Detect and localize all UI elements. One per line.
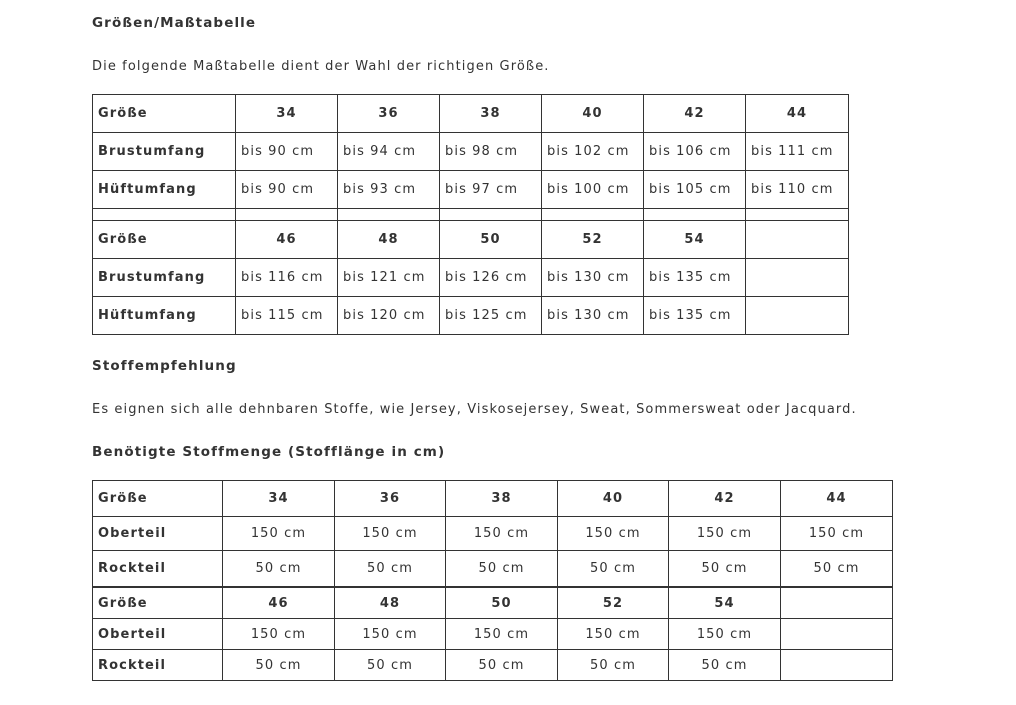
hip-value-cell: bis 90 cm	[236, 171, 338, 209]
size-cell: 46	[236, 221, 338, 259]
hip-value-cell: bis 125 cm	[440, 297, 542, 335]
size-cell: 38	[440, 95, 542, 133]
size-cell: 44	[781, 481, 893, 517]
hip-value-cell: bis 120 cm	[338, 297, 440, 335]
spacer-cell	[338, 209, 440, 221]
spacer-cell	[644, 209, 746, 221]
fabric-amount-title: Benötigte Stoffmenge (Stofflänge in cm)	[92, 444, 446, 460]
bust-value-cell: bis 98 cm	[440, 133, 542, 171]
size-cell: 44	[746, 95, 849, 133]
size-cell: 40	[542, 95, 644, 133]
size-label-cell: Größe	[93, 481, 223, 517]
spacer-row	[93, 209, 849, 221]
size-label-cell: Größe	[93, 221, 236, 259]
size-cell: 54	[669, 587, 781, 619]
bust-value-cell: bis 94 cm	[338, 133, 440, 171]
size-chart-table	[92, 94, 849, 335]
size-cell: 36	[338, 95, 440, 133]
bust-value-cell: bis 90 cm	[236, 133, 338, 171]
bust-value-cell: bis 130 cm	[542, 259, 644, 297]
hip-label-cell: Hüftumfang	[93, 171, 236, 209]
size-cell: 34	[236, 95, 338, 133]
spacer-cell	[542, 209, 644, 221]
bust-value-cell: bis 102 cm	[542, 133, 644, 171]
hip-value-cell: bis 100 cm	[542, 171, 644, 209]
skirt-row	[93, 650, 893, 681]
size-cell: 42	[669, 481, 781, 517]
top-value-cell: 150 cm	[558, 517, 669, 551]
top-value-cell: 150 cm	[223, 619, 335, 650]
skirt-value-cell: 50 cm	[223, 650, 335, 681]
hip-value-cell: bis 93 cm	[338, 171, 440, 209]
size-chart-intro: Die folgende Maßtabelle dient der Wahl der richtigen Größe.	[92, 59, 550, 74]
size-cell: 40	[558, 481, 669, 517]
size-cell: 52	[542, 221, 644, 259]
hip-value-cell: bis 110 cm	[746, 171, 849, 209]
size-cell: 50	[440, 221, 542, 259]
size-chart-title: Größen/Maßtabelle	[92, 15, 257, 31]
top-value-cell: 150 cm	[781, 517, 893, 551]
hip-value-cell: bis 130 cm	[542, 297, 644, 335]
skirt-value-cell: 50 cm	[781, 551, 893, 588]
hip-row	[93, 171, 849, 209]
hip-value-cell: bis 97 cm	[440, 171, 542, 209]
hip-label-cell: Hüftumfang	[93, 297, 236, 335]
top-label-cell: Oberteil	[93, 517, 223, 551]
skirt-value-cell: 50 cm	[335, 650, 446, 681]
size-label-cell: Größe	[93, 95, 236, 133]
bust-value-cell: bis 116 cm	[236, 259, 338, 297]
bust-value-cell: bis 121 cm	[338, 259, 440, 297]
skirt-label-cell: Rockteil	[93, 551, 223, 588]
top-value-cell: 150 cm	[223, 517, 335, 551]
top-row	[93, 619, 893, 650]
fabric-amount-table	[92, 480, 893, 681]
size-header-row	[93, 481, 893, 517]
skirt-label-cell: Rockteil	[93, 650, 223, 681]
skirt-value-cell: 50 cm	[223, 551, 335, 588]
size-cell: 50	[446, 587, 558, 619]
skirt-value-cell: 50 cm	[558, 650, 669, 681]
hip-value-cell	[746, 297, 849, 335]
top-value-cell: 150 cm	[558, 619, 669, 650]
top-value-cell: 150 cm	[335, 517, 446, 551]
spacer-cell	[746, 209, 849, 221]
top-label-cell: Oberteil	[93, 619, 223, 650]
fabric-recommendation-title: Stoffempfehlung	[92, 358, 237, 374]
skirt-value-cell: 50 cm	[335, 551, 446, 588]
top-value-cell: 150 cm	[446, 517, 558, 551]
bust-label-cell: Brustumfang	[93, 133, 236, 171]
spacer-cell	[93, 209, 236, 221]
top-value-cell: 150 cm	[446, 619, 558, 650]
size-cell: 46	[223, 587, 335, 619]
skirt-value-cell	[781, 650, 893, 681]
size-cell: 52	[558, 587, 669, 619]
bust-value-cell: bis 106 cm	[644, 133, 746, 171]
skirt-value-cell: 50 cm	[446, 551, 558, 588]
size-cell	[746, 221, 849, 259]
hip-value-cell: bis 115 cm	[236, 297, 338, 335]
top-value-cell: 150 cm	[669, 619, 781, 650]
size-cell: 42	[644, 95, 746, 133]
size-cell: 48	[338, 221, 440, 259]
size-cell: 34	[223, 481, 335, 517]
size-header-row	[93, 221, 849, 259]
hip-value-cell: bis 135 cm	[644, 297, 746, 335]
size-cell: 48	[335, 587, 446, 619]
size-header-row	[93, 95, 849, 133]
bust-value-cell: bis 126 cm	[440, 259, 542, 297]
skirt-value-cell: 50 cm	[669, 650, 781, 681]
top-value-cell: 150 cm	[335, 619, 446, 650]
size-header-row	[93, 587, 893, 619]
top-value-cell	[781, 619, 893, 650]
skirt-value-cell: 50 cm	[558, 551, 669, 588]
top-value-cell: 150 cm	[669, 517, 781, 551]
size-label-cell: Größe	[93, 587, 223, 619]
bust-value-cell	[746, 259, 849, 297]
skirt-value-cell: 50 cm	[446, 650, 558, 681]
hip-row	[93, 297, 849, 335]
bust-value-cell: bis 135 cm	[644, 259, 746, 297]
fabric-recommendation-text: Es eignen sich alle dehnbaren Stoffe, wie Jersey, Viskosejersey, Sweat, Sommersweat oder Jacquard.	[92, 402, 857, 417]
size-cell: 54	[644, 221, 746, 259]
size-cell: 36	[335, 481, 446, 517]
bust-row	[93, 259, 849, 297]
bust-row	[93, 133, 849, 171]
spacer-cell	[440, 209, 542, 221]
skirt-value-cell: 50 cm	[669, 551, 781, 588]
spacer-cell	[236, 209, 338, 221]
hip-value-cell: bis 105 cm	[644, 171, 746, 209]
skirt-row	[93, 551, 893, 588]
bust-value-cell: bis 111 cm	[746, 133, 849, 171]
top-row	[93, 517, 893, 551]
size-cell	[781, 587, 893, 619]
size-cell: 38	[446, 481, 558, 517]
bust-label-cell: Brustumfang	[93, 259, 236, 297]
